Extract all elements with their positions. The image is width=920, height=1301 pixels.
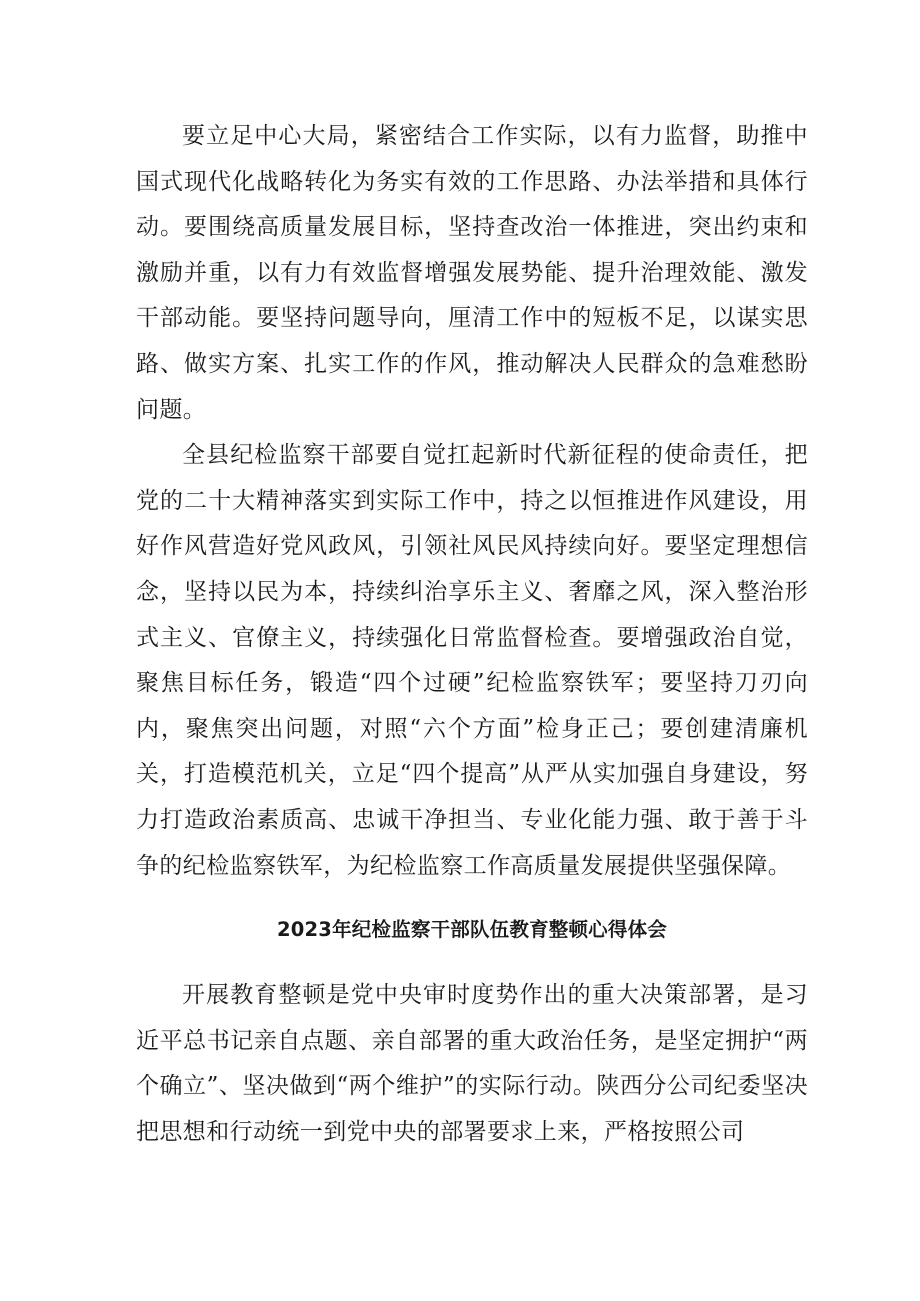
document-body <box>136 114 808 1155</box>
body-paragraph: 开展教育整顿是党中央审时度势作出的重大决策部署，是习近平总书记亲自点题、亲自部署的重大政治任务，是坚定拥护“两个确立”、坚决做到“两个维护”的实际行动。陕西分公司纪委坚决把思想和行动统一到党中央的部署要求上来，严格按照公司 <box>136 982 808 1145</box>
body-paragraph: 要立足中心大局，紧密结合工作实际，以有力监督，助推中国式现代化战略转化为务实有效的工作思路、办法举措和具体行动。要围绕高质量发展目标，坚持查改治一体推进，突出约束和激励并重，以有力有效监督增强发展势能、提升治理效能、激发干部动能。要坚持问题导向，厘清工作中的短板不足，以谋实思路、做实方案、扎实工作的作风，推动解决人民群众的急难愁盼问题。 <box>136 123 808 423</box>
section-title: 2023年纪检监察干部队伍教育整顿心得体会 <box>277 918 667 942</box>
body-paragraph: 全县纪检监察干部要自觉扛起新时代新征程的使命责任，把党的二十大精神落实到实际工作中，持之以恒推进作风建设，用好作风营造好党风政风，引领社风民风持续向好。要坚定理想信念，坚持以民为本，持续纠治享乐主义、奢靡之风，深入整治形式主义、官僚主义，持续强化日常监督检查。要增强政治自觉，聚焦目标任务，锻造“四个过硬”纪检监察铁军；要坚持刀刃向内，聚焦突出问题，对照“六个方面”检身正己；要创建清廉机关，打造模范机关，立足“四个提高”从严从实加强自身建设，努力打造政治素质高、忠诚干净担当、专业化能力强、敢于善于斗争的纪检监察铁军，为纪检监察工作高质量发展提供坚强保障。 <box>136 442 808 879</box>
